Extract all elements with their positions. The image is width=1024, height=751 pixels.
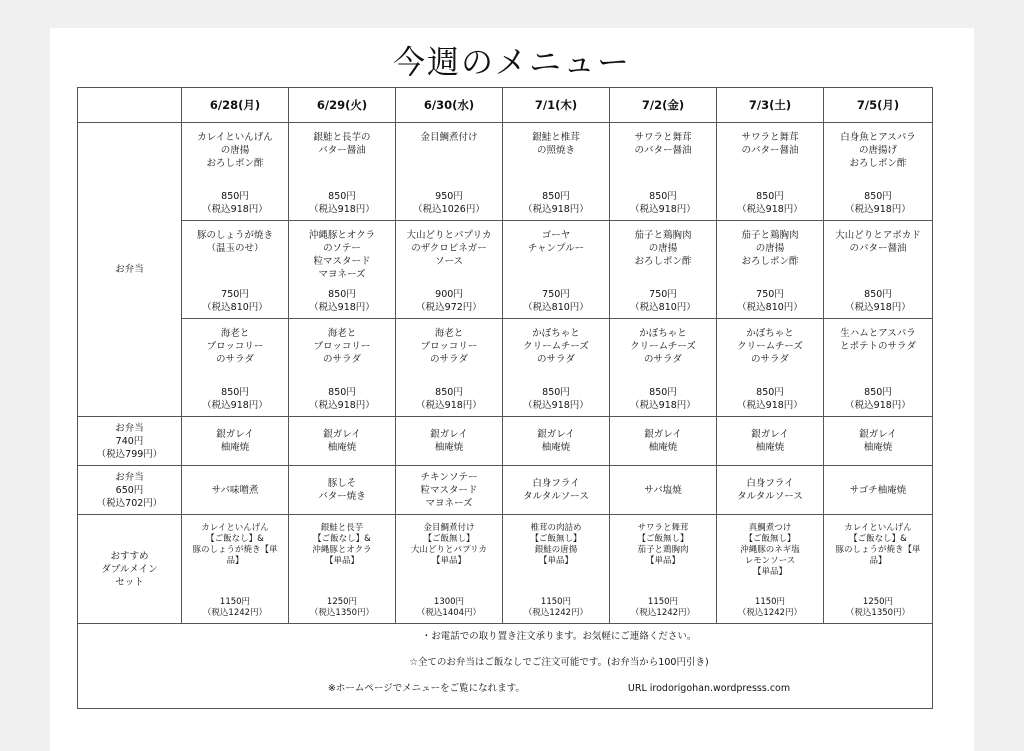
menu-cell (503, 319, 610, 417)
dish-price: 850円 （税込918円） (845, 289, 911, 313)
double-main-set-row (78, 515, 933, 624)
page-title: 今週のメニュー (392, 43, 631, 81)
dish-name: 銀ガレイ 柚庵焼 (323, 429, 361, 453)
notes-row (78, 624, 933, 709)
menu-cell (182, 515, 289, 624)
menu-cell (610, 123, 717, 221)
menu-cell (396, 319, 503, 417)
dish-price: 850円 （税込918円） (845, 191, 911, 215)
menu-cell (289, 319, 396, 417)
dish-name: サワラと舞茸 【ご飯無し】 茄子と鶏胸肉 【単品】 (637, 523, 689, 566)
dish-price: 850円 （税込918円） (202, 191, 268, 215)
menu-cell (824, 466, 933, 515)
menu-cell (503, 515, 610, 624)
menu-cell (610, 221, 717, 319)
menu-cell (396, 221, 503, 319)
dish-name: 大山どりとパプリカ のザクロビネガー ソース (406, 230, 492, 267)
menu-cell (503, 221, 610, 319)
menu-cell (289, 221, 396, 319)
menu-cell (289, 417, 396, 466)
corner-cell (78, 88, 182, 123)
dish-name: かぼちゃと クリームチーズ のサラダ (737, 328, 803, 365)
dish-name: チキンソテー 粒マスタード マヨネーズ (420, 471, 478, 509)
dish-name: 銀鮭と長芋の バター醤油 (313, 132, 371, 156)
dish-price: 850円 （税込918円） (309, 289, 375, 313)
dish-name: 銀鮭と長芋 【ご飯なし】& 沖縄豚とオクラ 【単品】 (312, 523, 372, 566)
dish-price: 1150円 （税込1242円） (523, 597, 589, 618)
bento-row (78, 221, 933, 319)
menu-cell (610, 466, 717, 515)
dish-name: サワラと舞茸 のバター醤油 (634, 132, 692, 156)
menu-cell (717, 515, 824, 624)
menu-cell (182, 319, 289, 417)
menu-cell (396, 123, 503, 221)
dish-name: 銀ガレイ 柚庵焼 (751, 429, 789, 453)
menu-cell (289, 515, 396, 624)
bento-row (78, 319, 933, 417)
dish-name: 豚のしょうが焼き （温玉のせ） (196, 230, 273, 254)
dish-price: 850円 （税込918円） (737, 191, 803, 215)
day-header: 7/2(金) (610, 88, 717, 123)
day-header: 7/1(木) (503, 88, 610, 123)
dish-price: 1250円 （税込1350円） (309, 597, 375, 618)
menu-cell (503, 466, 610, 515)
dish-price: 850円 （税込918円） (523, 387, 589, 411)
menu-cell (182, 466, 289, 515)
dish-name: カレイといんげん 【ご飯なし】& 豚のしょうが焼き【単 品】 (192, 523, 278, 566)
day-header: 7/5(月) (824, 88, 933, 123)
dish-name: 海老と ブロッコリー のサラダ (313, 328, 371, 365)
dish-name: カレイといんげん の唐揚 おろしポン酢 (197, 132, 273, 169)
dish-name: 金目鯛煮付け 【ご飯無し】 大山どりとパプリカ 【単品】 (410, 523, 488, 566)
menu-cell (824, 319, 933, 417)
dish-name: 海老と ブロッコリー のサラダ (420, 328, 478, 365)
menu-cell (503, 123, 610, 221)
menu-cell (717, 417, 824, 466)
day-header: 7/3(土) (717, 88, 824, 123)
dish-price: 750円 （税込810円） (202, 289, 268, 313)
dish-name: 白身フライ タルタルソース (523, 478, 589, 502)
dish-price: 850円 （税込918円） (309, 191, 375, 215)
dish-price: 850円 （税込918円） (309, 387, 375, 411)
dish-name: 大山どりとアボカド のバター醤油 (835, 230, 921, 254)
menu-cell (610, 417, 717, 466)
dish-name: 銀ガレイ 柚庵焼 (216, 429, 254, 453)
dish-name: サワラと舞茸 のバター醤油 (741, 132, 799, 156)
notes-cell (78, 624, 933, 709)
dish-name: 沖縄豚とオクラ のソテー 粒マスタード マヨネーズ (308, 230, 376, 280)
menu-cell (824, 221, 933, 319)
dish-name: サバ塩焼 (644, 484, 682, 496)
row-header: お弁当 740円 （税込799円） (78, 417, 182, 466)
dish-price: 1150円 （税込1242円） (737, 597, 803, 618)
menu-cell (610, 319, 717, 417)
note-homepage (186, 682, 932, 708)
note-no-rice: ☆全てのお弁当はご飯なしでご注文可能です。(お弁当から100円引き) (409, 657, 709, 668)
dish-price: 750円 （税込810円） (630, 289, 696, 313)
dish-price: 850円 （税込918円） (737, 387, 803, 411)
menu-cell (396, 466, 503, 515)
dish-price: 750円 （税込810円） (523, 289, 589, 313)
dish-price: 850円 （税込918円） (202, 387, 268, 411)
dish-price: 1150円 （税込1242円） (202, 597, 268, 618)
dish-price: 900円 （税込972円） (416, 289, 482, 313)
header-row (78, 88, 933, 123)
day-header: 6/28(月) (182, 88, 289, 123)
dish-name: かぼちゃと クリームチーズ のサラダ (630, 328, 696, 365)
menu-cell (824, 417, 933, 466)
dish-name: 金目鯛煮付け (420, 132, 478, 143)
dish-price: 1300円 （税込1404円） (416, 597, 482, 618)
menu-cell (396, 417, 503, 466)
dish-name: ゴーヤ チャンプルー (527, 230, 585, 254)
dish-name: サバ味噌煮 (211, 484, 259, 496)
menu-cell (610, 515, 717, 624)
bento-section (78, 123, 933, 417)
dish-price: 850円 （税込918円） (416, 387, 482, 411)
row-header: おすすめ ダブルメイン セット (78, 515, 182, 624)
day-header: 6/30(水) (396, 88, 503, 123)
menu-cell (182, 417, 289, 466)
row-header: お弁当 (78, 123, 182, 417)
dish-name: 銀ガレイ 柚庵焼 (430, 429, 468, 453)
menu-cell (503, 417, 610, 466)
menu-cell (182, 221, 289, 319)
homepage-url: URL irodorigohan.wordpresss.com (627, 683, 791, 694)
menu-cell (289, 123, 396, 221)
weekly-menu-table (77, 87, 933, 709)
dish-name: 椎茸の肉詰め 【ご飯無し】 銀鮭の唐揚 【単品】 (530, 523, 582, 566)
menu-cell (824, 123, 933, 221)
menu-cell (717, 466, 824, 515)
bento-row (78, 123, 933, 221)
dish-name: 生ハムとアスパラ とポテトのサラダ (840, 328, 916, 352)
dish-price: 850円 （税込918円） (630, 191, 696, 215)
bento-740-row (78, 417, 933, 466)
dish-name: 茄子と鶏胸肉 の唐揚 おろしポン酢 (741, 230, 799, 267)
dish-name: かぼちゃと クリームチーズ のサラダ (523, 328, 589, 365)
dish-name: 白身魚とアスパラ の唐揚げ おろしポン酢 (840, 132, 916, 169)
day-header: 6/29(火) (289, 88, 396, 123)
dish-name: 海老と ブロッコリー のサラダ (206, 328, 264, 365)
dish-price: 850円 （税込918円） (523, 191, 589, 215)
note-homepage-text: ※ホームページでメニューをご覧になれます。 (327, 683, 525, 694)
dish-name: サゴチ柚庵焼 (849, 484, 907, 496)
menu-page (50, 28, 974, 751)
dish-price: 1150円 （税込1242円） (630, 597, 696, 618)
bento-650-row (78, 466, 933, 515)
dish-name: 銀ガレイ 柚庵焼 (537, 429, 575, 453)
dish-name: 白身フライ タルタルソース (737, 478, 803, 502)
menu-cell (717, 123, 824, 221)
dish-price: 850円 （税込918円） (845, 387, 911, 411)
menu-cell (824, 515, 933, 624)
dish-price: 1250円 （税込1350円） (845, 597, 911, 618)
menu-cell (289, 466, 396, 515)
menu-cell (396, 515, 503, 624)
dish-price: 850円 （税込918円） (630, 387, 696, 411)
dish-price: 950円 （税込1026円） (413, 191, 485, 215)
dish-name: 茄子と鶏胸肉 の唐揚 おろしポン酢 (634, 230, 692, 267)
dish-name: カレイといんげん 【ご飯なし】& 豚のしょうが焼き【単 品】 (835, 523, 921, 566)
row-header: お弁当 650円 （税込702円） (78, 466, 182, 515)
dish-name: 銀ガレイ 柚庵焼 (859, 429, 897, 453)
dish-price: 750円 （税込810円） (737, 289, 803, 313)
menu-cell (717, 319, 824, 417)
dish-name: 銀ガレイ 柚庵焼 (644, 429, 682, 453)
menu-cell (717, 221, 824, 319)
menu-cell (182, 123, 289, 221)
dish-name: 真鯛煮つけ 【ご飯無し】 沖縄豚のネギ塩 レモンソース 【単品】 (740, 523, 800, 577)
dish-name: 豚しそ バター焼き (318, 478, 366, 502)
dish-name: 銀鮭と椎茸 の照焼き (532, 132, 580, 156)
note-phone: ・お電話での取り置き注文承ります。お気軽にご連絡ください。 (421, 631, 697, 642)
